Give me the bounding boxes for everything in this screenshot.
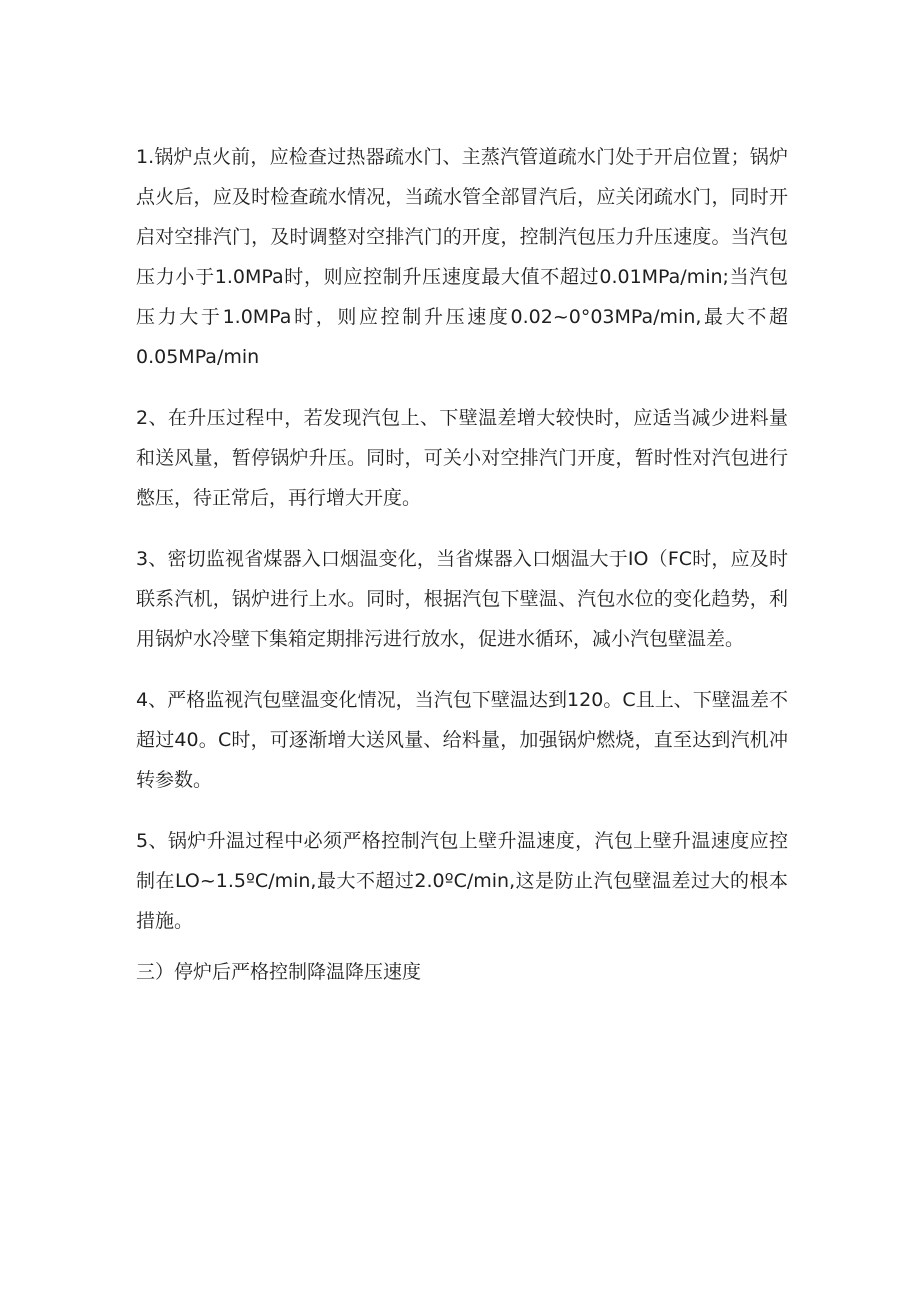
document-body <box>136 137 788 992</box>
paragraph-4: 4、严格监视汽包壁温变化情况，当汽包下壁温达到120。C且上、下壁温差不超过40。C时，可逐渐增大送风量、给料量，加强锅炉燃烧，直至达到汽机冲转参数。 <box>136 689 788 791</box>
paragraph-1: 1.锅炉点火前，应检查过热器疏水门、主蒸汽管道疏水门处于开启位置；锅炉点火后，应及时检查疏水情况，当疏水管全部冒汽后，应关闭疏水门，同时开启对空排汽门，及时调整对空排汽门的开度，控制汽包压力升压速度。当汽包压力小于1.0MPa时，则应控制升压速度最大值不超过0.01MPa/min;当汽包压力大于1.0MPa时，则应控制升压速度0.02~0°03MPa/min,最大不超0.05MPa/min <box>136 146 788 368</box>
section-heading: 三）停炉后严格控制降温降压速度 <box>136 961 422 983</box>
paragraph-2: 2、在升压过程中，若发现汽包上、下壁温差增大较快时，应适当减少进料量和送风量，暂停锅炉升压。同时，可关小对空排汽门开度，暂时性对汽包进行憋压，待正常后，再行增大开度。 <box>136 407 788 509</box>
paragraph-3: 3、密切监视省煤器入口烟温变化，当省煤器入口烟温大于IO（FC时，应及时联系汽机，锅炉进行上水。同时，根据汽包下壁温、汽包水位的变化趋势，利用锅炉水冷壁下集箱定期排污进行放水，促进水循环，减小汽包壁温差。 <box>136 548 788 650</box>
paragraph-5: 5、锅炉升温过程中必须严格控制汽包上壁升温速度，汽包上壁升温速度应控制在LO~1.5ºC/min,最大不超过2.0ºC/min,这是防止汽包壁温差过大的根本措施。 <box>136 830 788 932</box>
